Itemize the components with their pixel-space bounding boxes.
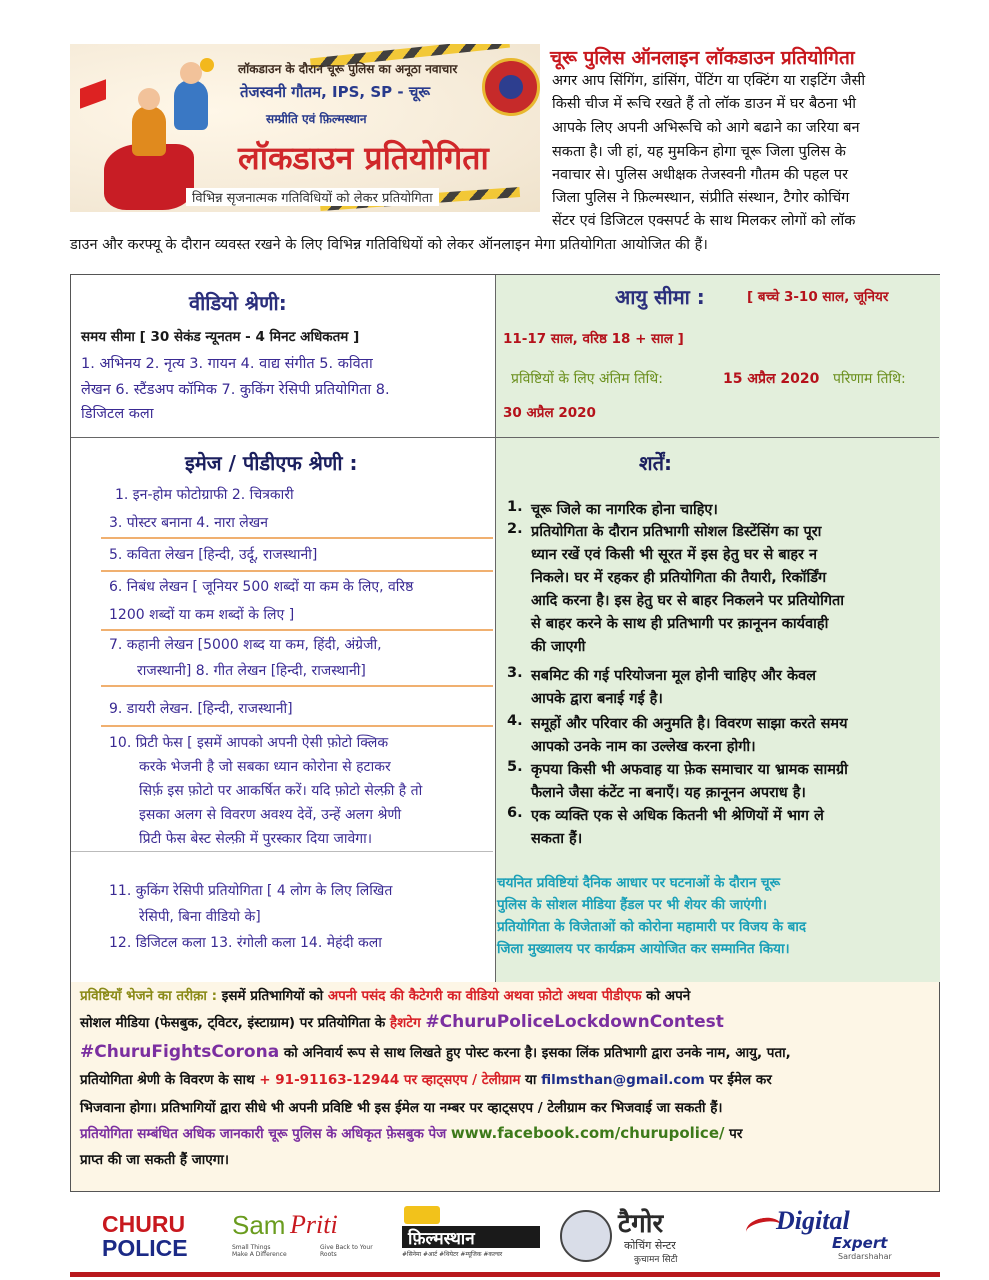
film-reel-icon xyxy=(404,1206,440,1224)
condition-number: 2. xyxy=(507,521,523,537)
email-link: filmsthan@gmail.com xyxy=(541,1072,705,1088)
condition-number: 4. xyxy=(507,713,523,729)
condition-text: की जाएगी xyxy=(531,639,586,655)
deadline-label: प्रविष्टियों के लिए अंतिम तिथि: xyxy=(511,371,663,387)
bottom-bar xyxy=(70,1272,940,1277)
result-date: 30 अप्रैल 2020 xyxy=(503,405,596,421)
banner-image xyxy=(70,44,540,212)
submission-line1: प्रविष्टियाँ भेजने का तरीक़ा : इसमें प्रतिभागियों को अपनी पसंद की कैटेगरी का वीडियो अथवा फ़ोटो अथवा पीडीएफ को अपने xyxy=(80,988,691,1004)
churu-police-logo: CHURU POLICE xyxy=(102,1211,188,1261)
result-label: परिणाम तिथि: xyxy=(833,371,906,387)
cartoon-person xyxy=(132,106,166,156)
condition-number: 3. xyxy=(507,665,523,681)
police-badge-icon xyxy=(482,58,540,116)
intro-line: डाउन और करफ्यू के दौरान व्यवस्त रखने के लिए विभिन्न गतिविधियों को लेकर ऑनलाइन मेगा प्रतियोगिता आयोजित की हैं। xyxy=(70,237,708,253)
image-heading: इमेज / पीडीएफ श्रेणी : xyxy=(185,451,358,475)
condition-text: चूरू जिले का नागरिक होना चाहिए। xyxy=(531,502,718,518)
image-item: 1200 शब्दों या कम शब्दों के लिए ] xyxy=(109,607,295,623)
image-item: राजस्थानी] 8. गीत लेखन [हिन्दी, राजस्थानी] xyxy=(137,663,366,679)
image-item: करके भेजनी है जो सबका ध्यान कोरोना से हटाकर xyxy=(139,759,391,775)
condition-text: प्रतियोगिता के दौरान प्रतिभागी सोशल डिस्टेंसिंग का पूरा xyxy=(531,524,822,540)
submission-line3: #ChuruFightsCorona को अनिवार्य रूप से साथ लिखते हुए पोस्ट करना है। इसका लिंक प्रतिभागी द्वारा उनके नाम, आयु, पता, xyxy=(80,1042,791,1062)
tagore-emblem-icon xyxy=(560,1210,612,1262)
image-item: रेसिपी, बिना वीडियो के] xyxy=(139,909,261,925)
image-item: प्रिटी फेस बेस्ट सेल्फ़ी में पुरस्कार दिया जावेगा। xyxy=(139,831,373,847)
submission-line7: प्राप्त की जा सकती हैं जाएगा। xyxy=(80,1152,229,1168)
conditions-heading: शर्तें: xyxy=(639,451,672,475)
phone-number: + 91-91163-12944 पर व्हाट्सएप / टेलीग्राम xyxy=(259,1072,521,1088)
image-item: 5. कविता लेखन [हिन्दी, उर्दू, राजस्थानी] xyxy=(109,547,318,563)
condition-text: समूहों और परिवार की अनुमति है। विवरण साझा करते समय xyxy=(531,716,848,732)
lightbulb-icon xyxy=(200,58,214,72)
condition-text: सकता हैं। xyxy=(531,831,583,847)
notice-line: पुलिस के सोशल मीडिया हैंडल पर भी शेयर की जाएंगी। xyxy=(497,897,767,913)
image-item: 11. कुकिंग रेसिपी प्रतियोगिता [ 4 लोग के लिए लिखित xyxy=(109,883,393,899)
submission-line5: भिजवाना होगा। प्रतिभागियों द्वारा सीधे भी अपनी प्रविष्टि भी इस ईमेल या नम्बर पर व्हाट्सएप / टेलीग्राम कर भिजवाई जा सकती हैं। xyxy=(80,1100,723,1116)
condition-text: आपको उनके नाम का उल्लेख करना होगी। xyxy=(531,739,756,755)
image-item: 1. इन-होम फोटोग्राफी 2. चित्रकारी xyxy=(115,487,294,503)
filmsthan-logo: फ़िल्मस्थान #सिनेमा #आर्ट #थियेटर #म्यूजिक #कल्चर xyxy=(400,1204,542,1264)
video-heading: वीडियो श्रेणी: xyxy=(189,291,287,315)
video-categories: डिजिटल कला xyxy=(81,406,154,422)
submission-line6: प्रतियोगिता सम्बंधित अधिक जानकारी चूरू पुलिस के अधिकृत फ़ेसबुक पेज www.facebook.com/churupolice/ पर xyxy=(80,1124,743,1142)
notice-line: प्रतियोगिता के विजेताओं को कोरोना महामारी पर विजय के बाद xyxy=(497,919,807,935)
image-item: सिर्फ़ इस फ़ोटो पर आकर्षित करें। यदि फ़ोटो सेल्फ़ी है तो xyxy=(139,783,423,799)
intro-line: सकता है। जी हां, यह मुमकिन होगा चूरू जिला पुलिस के xyxy=(552,144,846,160)
hashtag-corona: #ChuruFightsCorona xyxy=(80,1042,280,1062)
sponsor-logos xyxy=(70,1204,940,1264)
condition-text: से बाहर करने के साथ ही प्रतिभागी पर क़ानूनन कार्यवाही xyxy=(531,616,829,632)
condition-text: निकले। घर में रहकर ही प्रतियोगिता की तैयारी, रिकॉर्डिंग xyxy=(531,570,827,586)
intro-line: जिला पुलिस ने फ़िल्मस्थान, संप्रीति संस्थान, टैगोर कोचिंग xyxy=(552,190,850,206)
age-heading: आयु सीमा : xyxy=(615,285,705,309)
banner-title: लॉकडाउन प्रतियोगिता xyxy=(238,139,489,177)
notice-line: चयनित प्रविष्टियां दैनिक आधार पर घटनाओं के दौरान चूरू xyxy=(497,875,781,891)
submission-line2: सोशल मीडिया (फेसबुक, ट्विटर, इंस्टाग्राम) पर प्रतियोगिता के हैशटेग #ChuruPoliceLockdownContest xyxy=(80,1012,724,1032)
image-item: 12. डिजिटल कला 13. रंगोली कला 14. मेहंदी कला xyxy=(109,935,382,951)
condition-text: सबमिट की गई परियोजना मूल होनी चाहिए और केवल xyxy=(531,668,817,684)
image-item: 6. निबंध लेखन [ जूनियर 500 शब्दों या कम के लिए, वरिष्ठ xyxy=(109,579,414,595)
condition-text: ध्यान रखें एवं किसी भी सूरत में इस हेतु घर से बाहर न xyxy=(531,547,818,563)
image-item: 3. पोस्टर बनाना 4. नारा लेखन xyxy=(109,515,269,531)
intro-title: चूरू पुलिस ऑनलाइन लॉकडाउन प्रतियोगिता xyxy=(550,47,855,69)
video-categories: लेखन 6. स्टैंडअप कॉमिक 7. कुकिंग रेसिपी प्रतियोगिता 8. xyxy=(81,382,390,398)
condition-number: 6. xyxy=(507,805,523,821)
image-item: 9. डायरी लेखन. [हिन्दी, राजस्थानी] xyxy=(109,701,293,717)
condition-text: फैलाने जैसा कंटेंट ना बनाएँ। यह क़ानूनन अपराध है। xyxy=(531,785,806,801)
video-categories: 1. अभिनय 2. नृत्य 3. गायन 4. वाद्य संगीत 5. कविता xyxy=(81,356,373,372)
digital-expert-logo: Digital Expert Sardarshahar xyxy=(746,1204,916,1264)
condition-number: 1. xyxy=(507,499,523,515)
sampriti-logo: Sam Priti Small Things Make A Difference Give Back to Your Roots xyxy=(232,1210,373,1258)
cartoon-person xyxy=(174,80,208,130)
tagore-logo: टैगोर कोचिंग सेन्टर कुचामन सिटी xyxy=(560,1204,730,1264)
age-line: [ बच्चे 3-10 साल, जूनियर xyxy=(747,289,889,305)
deadline-date: 15 अप्रैल 2020 xyxy=(723,371,820,387)
condition-number: 5. xyxy=(507,759,523,775)
intro-line: आपके लिए अपनी अभिरूचि को आगे बढाने का जरिया बन xyxy=(552,120,860,136)
intro-line: सेंटर एवं डिजिटल एक्सपर्ट के साथ मिलकर लोगों को लॉक xyxy=(552,213,856,229)
notice-line: जिला मुख्यालय पर कार्यक्रम आयोजित कर सम्मानित किया। xyxy=(497,941,790,957)
condition-text: एक व्यक्ति एक से अधिक कितनी भी श्रेणियों में भाग ले xyxy=(531,808,824,824)
banner-line3: सम्प्रीति एवं फ़िल्मस्थान xyxy=(266,112,367,126)
condition-text: आदि करना है। इस हेतु घर से बाहर निकलने पर प्रतियोगिता xyxy=(531,593,845,609)
facebook-link: www.facebook.com/churupolice/ xyxy=(450,1124,725,1142)
image-item: इसका अलग से विवरण अवश्य देवें, उन्हें अलग श्रेणी xyxy=(139,807,402,823)
condition-text: कृपया किसी भी अफवाह या फ़ेक समाचार या भ्रामक सामग्री xyxy=(531,762,848,778)
age-line: 11-17 साल, वरिष्ठ 18 + साल ] xyxy=(503,331,684,347)
intro-line: अगर आप सिंगिंग, डांसिंग, पेंटिंग या एक्टिंग या राइटिंग जैसी xyxy=(552,73,866,89)
image-item: 10. प्रिटी फेस [ इसमें आपको अपनी ऐसी फ़ोटो क्लिक xyxy=(109,735,389,751)
banner-line2: तेजस्वनी गौतम, IPS, SP - चूरू xyxy=(240,83,431,101)
banner-line1: लॉकडाउन के दौरान चूरू पुलिस का अनूठा नवाचार xyxy=(238,62,458,76)
condition-text: आपके द्वारा बनाई गई है। xyxy=(531,691,663,707)
banner-subtitle: विभिन्न सृजनात्मक गतिविधियों को लेकर प्रतियोगिता xyxy=(186,188,439,206)
intro-line: नवाचार से। पुलिस अधीक्षक तेजस्वनी गौतम की पहल पर xyxy=(552,167,849,183)
submission-line4: प्रतियोगिता श्रेणी के विवरण के साथ + 91-91163-12944 पर व्हाट्सएप / टेलीग्राम या filmsthan@gmail.com पर ईमेल कर xyxy=(80,1072,772,1088)
video-time-limit: समय सीमा [ 30 सेकंड न्यूनतम - 4 मिनट अधिकतम ] xyxy=(81,329,360,345)
intro-line: किसी चीज में रूचि रखते हैं तो लॉक डाउन में घर बैठना भी xyxy=(552,96,857,112)
hashtag-contest: #ChuruPoliceLockdownContest xyxy=(425,1012,724,1032)
image-item: 7. कहानी लेखन [5000 शब्द या कम, हिंदी, अंग्रेजी, xyxy=(109,637,382,653)
